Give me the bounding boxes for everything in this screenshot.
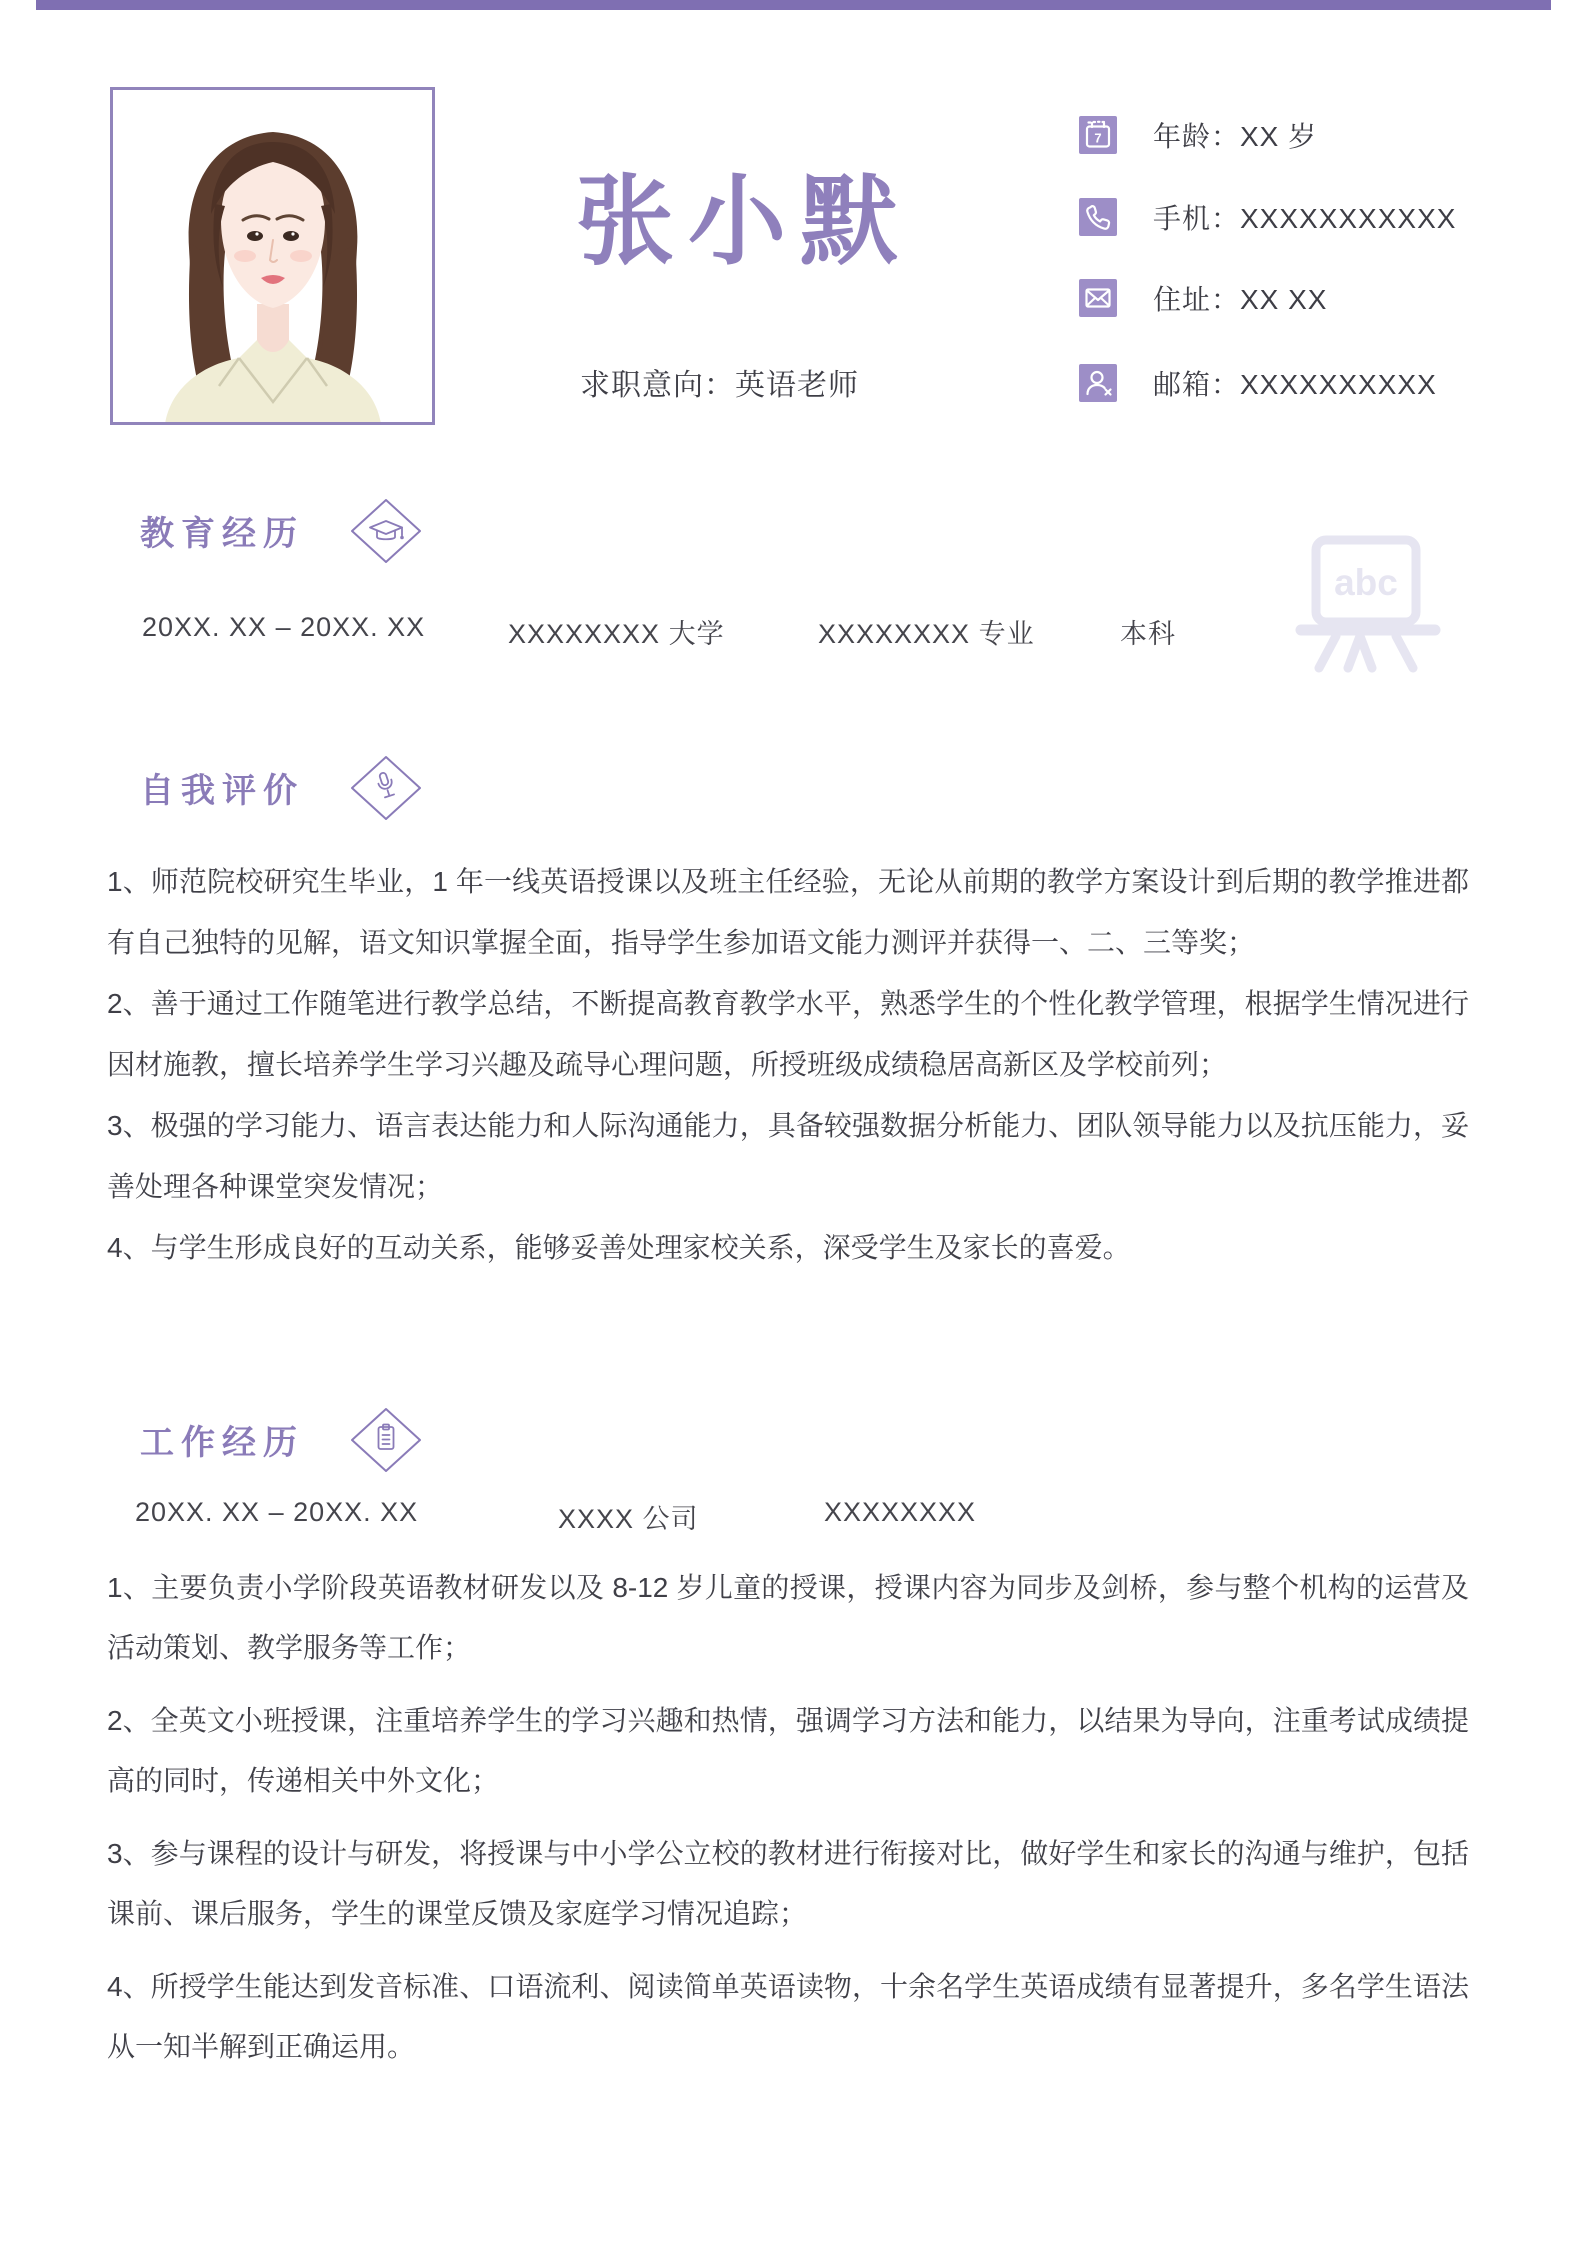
work-company: XXXX 公司: [558, 1504, 699, 1534]
contact-age-label: 年龄：XX 岁: [1153, 121, 1318, 152]
work-item-1: 1、主要负责小学阶段英语教材研发以及 8-12 岁儿童的授课，授课内容为同步及剑桥，参与整个机构的运营及活动策划、教学服务等工作；: [107, 1572, 1469, 1663]
section-title-evaluation: 自我评价: [140, 772, 304, 810]
phone-icon: [1079, 198, 1117, 236]
work-item-2: 2、全英文小班授课，注重培养学生的学习兴趣和热情，强调学习方法和能力，以结果为导向，注重考试成绩提高的同时，传递相关中外文化；: [107, 1705, 1469, 1796]
education-major: XXXXXXXX 专业: [818, 619, 1035, 649]
calendar-icon: [1079, 116, 1117, 154]
job-intention: 求职意向：英语老师: [580, 369, 859, 402]
contact-row-email: [1079, 363, 1437, 403]
person-icon: [1079, 364, 1117, 402]
microphone-icon: [350, 755, 422, 826]
contact-row-age: [1079, 115, 1317, 155]
evaluation-paragraphs: [107, 851, 1469, 1278]
contact-email-label: 邮箱：XXXXXXXXXX: [1153, 369, 1437, 400]
education-school: XXXXXXXX 大学: [508, 619, 725, 649]
education-period: 20XX. XX – 20XX. XX: [142, 612, 426, 642]
envelope-icon: [1079, 279, 1117, 317]
education-row: [0, 612, 1587, 648]
profile-photo: [110, 87, 435, 425]
graduation-cap-icon: [350, 498, 422, 569]
contact-row-phone: [1079, 197, 1456, 237]
education-degree: 本科: [1120, 619, 1176, 649]
watermark-abc-text: abc: [1334, 562, 1398, 603]
contact-address-label: 住址：XX XX: [1153, 284, 1328, 315]
section-title-education: 教育经历: [140, 515, 304, 553]
work-paragraphs: [107, 1558, 1469, 2090]
section-title-work: 工作经历: [140, 1424, 304, 1462]
contact-phone-label: 手机：XXXXXXXXXXX: [1153, 203, 1457, 234]
svg-text:7: 7: [1094, 130, 1102, 146]
top-accent-bar: [36, 0, 1551, 10]
evaluation-item-1: 1、师范院校研究生毕业，1 年一线英语授课以及班主任经验，无论从前期的教学方案设计到后期的教学推进都有自己独特的见解，语文知识掌握全面，指导学生参加语文能力测评并获得一、二、三等奖；: [107, 866, 1469, 958]
portrait-illustration: [113, 124, 432, 424]
contact-row-address: [1079, 278, 1327, 318]
evaluation-item-3: 3、极强的学习能力、语言表达能力和人际沟通能力，具备较强数据分析能力、团队领导能力以及抗压能力，妥善处理各种课堂突发情况；: [107, 1110, 1469, 1202]
evaluation-item-4: 4、与学生形成良好的互动关系，能够妥善处理家校关系，深受学生及家长的喜爱。: [107, 1232, 1131, 1263]
work-item-4: 4、所授学生能达到发音标准、口语流利、阅读简单英语读物，十余名学生英语成绩有显著提升，多名学生语法从一知半解到正确运用。: [107, 1971, 1469, 2062]
clipboard-icon: [350, 1407, 422, 1478]
candidate-name: 张小默: [576, 166, 913, 276]
work-item-3: 3、参与课程的设计与研发，将授课与中小学公立校的教材进行衔接对比，做好学生和家长的沟通与维护，包括课前、课后服务，学生的课堂反馈及家庭学习情况追踪；: [107, 1838, 1469, 1929]
evaluation-item-2: 2、善于通过工作随笔进行教学总结，不断提高教育教学水平，熟悉学生的个性化教学管理，根据学生情况进行因材施教，擅长培养学生学习兴趣及疏导心理问题，所授班级成绩稳居高新区及学校前列；: [107, 988, 1469, 1080]
work-position: XXXXXXXX: [824, 1497, 977, 1527]
abc-board-watermark: [1292, 532, 1444, 687]
work-period: 20XX. XX – 20XX. XX: [135, 1497, 419, 1527]
work-row: [0, 1497, 1587, 1533]
